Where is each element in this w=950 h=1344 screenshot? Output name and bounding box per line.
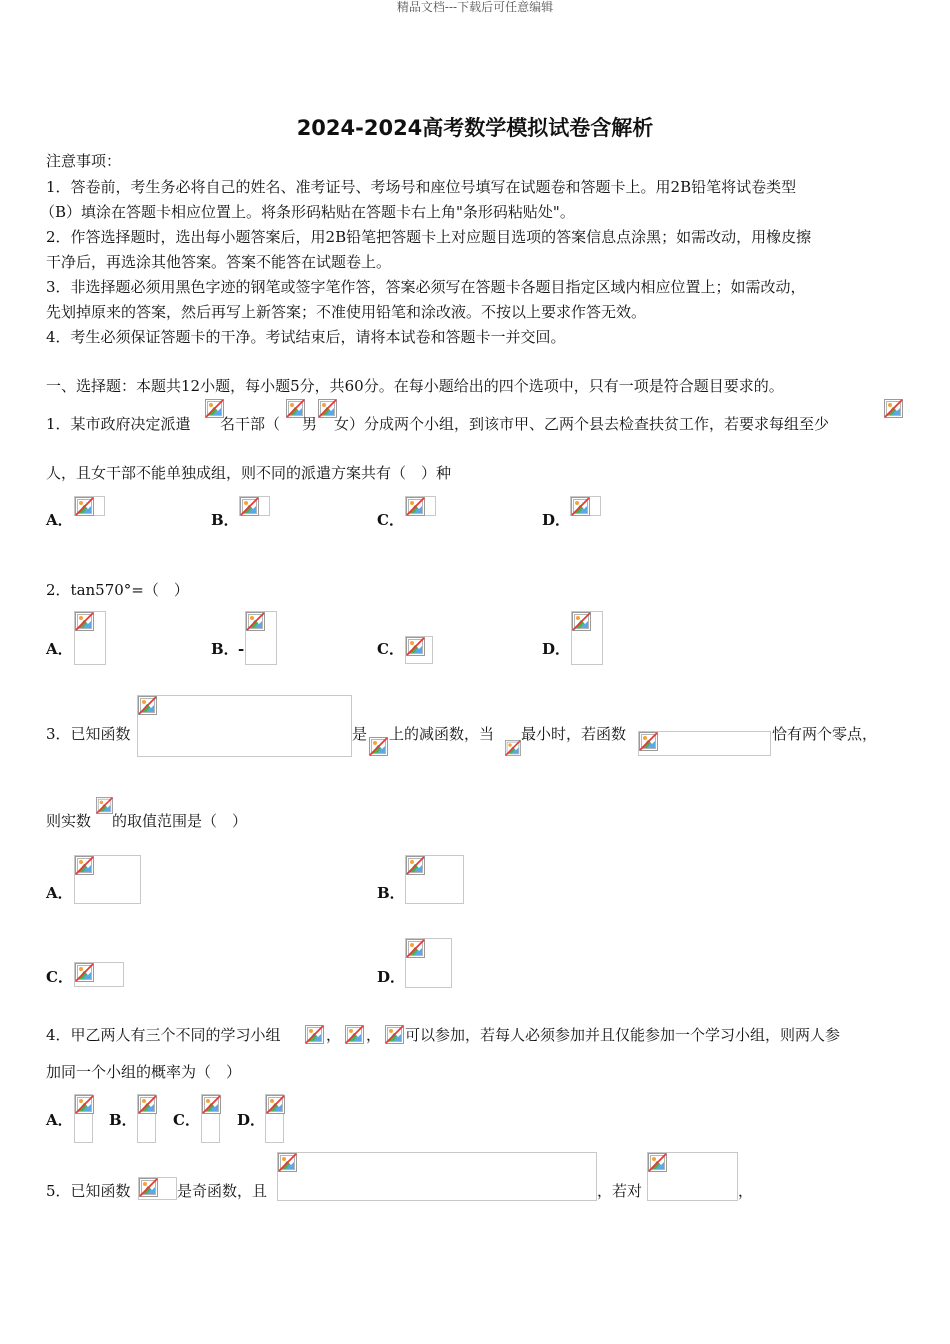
option-label-a: A．	[46, 1111, 73, 1129]
q4-text: 加同一个小组的概率为（ ）	[46, 1063, 242, 1081]
broken-image-icon	[406, 497, 425, 516]
option-label-a: A．	[46, 884, 73, 902]
q5-text: ，	[738, 1182, 754, 1200]
q1-text: 女）分成两个小组，到该市甲、乙两个县去检查扶贫工作，若要求每组至少	[334, 415, 830, 433]
page-header: 精品文档---下载后可任意编辑	[396, 0, 554, 14]
broken-image-icon	[648, 1153, 667, 1172]
option-label-c: C．	[377, 511, 404, 529]
formula-image	[638, 731, 771, 756]
option-label-c: C．	[46, 968, 73, 986]
broken-image-icon	[75, 1095, 94, 1114]
option-label-c: C．	[377, 640, 404, 658]
option-label-b: B．	[211, 640, 239, 658]
option-label-b: B．	[377, 884, 405, 902]
q1-text: 名干部（	[220, 415, 281, 433]
broken-image-icon	[505, 740, 521, 756]
broken-image-icon	[884, 399, 903, 418]
broken-image-icon	[571, 497, 590, 516]
notice-line: 1．答卷前，考生务必将自己的姓名、准考证号、考场号和座位号填写在试题卷和答题卡上。用2B铅笔将试卷类型	[46, 178, 797, 196]
section-heading: 一、选择题：本题共12小题，每小题5分，共60分。在每小题给出的四个选项中，只有一项是符合题目要求的。	[46, 377, 784, 395]
option-image	[245, 611, 277, 665]
broken-image-icon	[75, 856, 94, 875]
option-image	[405, 636, 433, 664]
broken-image-icon	[138, 1095, 157, 1114]
broken-image-icon	[406, 856, 425, 875]
option-label-d: D．	[237, 1111, 266, 1129]
q3-text: 3．已知函数	[46, 725, 131, 743]
broken-image-icon	[96, 796, 113, 815]
option-image	[137, 1094, 156, 1143]
option-image	[405, 855, 464, 904]
option-image	[571, 611, 603, 665]
notice-heading: 注意事项：	[46, 152, 122, 170]
notice-line: 先划掉原来的答案，然后再写上新答案；不准使用铅笔和涂改液。不按以上要求作答无效。	[46, 303, 647, 321]
notice-line: 干净后，再选涂其他答案。答案不能答在试题卷上。	[46, 253, 392, 271]
broken-image-icon	[138, 696, 157, 715]
page-title: 2024-2024高考数学模拟试卷含解析	[296, 116, 654, 140]
q1-text: 1．某市政府决定派遣	[46, 415, 191, 433]
q3-text: 是	[352, 725, 368, 743]
formula-image	[345, 1025, 364, 1044]
formula-image	[385, 1025, 404, 1044]
option-label-b: B．	[109, 1111, 137, 1129]
q3-text: 的取值范围是（ ）	[112, 812, 248, 830]
broken-image-icon	[385, 1025, 404, 1044]
option-label-d: D．	[377, 968, 406, 986]
option-label-c: C．	[173, 1111, 200, 1129]
q1-text: 人，且女干部不能单独成组，则不同的派遣方案共有（ ）种	[46, 464, 452, 482]
option-image	[74, 496, 105, 516]
option-image	[405, 496, 436, 516]
option-label-d: D．	[542, 640, 571, 658]
broken-image-icon	[266, 1095, 285, 1114]
broken-image-icon	[639, 732, 658, 751]
option-label-a: A．	[46, 511, 73, 529]
broken-image-icon	[305, 1025, 324, 1044]
broken-image-icon	[139, 1178, 158, 1197]
broken-image-icon	[240, 497, 259, 516]
q3-text: 上的减函数，当	[389, 725, 495, 743]
formula-image	[96, 796, 113, 815]
notice-line: 2．作答选择题时，选出每小题答案后，用2B铅笔把答题卡上对应题目选项的答案信息点涂黑；如需改动，用橡皮擦	[46, 228, 812, 246]
option-image	[570, 496, 601, 516]
q3-text: 恰有两个零点，	[772, 725, 878, 743]
option-image	[265, 1094, 284, 1143]
q2-stem: 2．tan570°=（ ）	[46, 581, 189, 599]
broken-image-icon	[246, 612, 265, 631]
broken-image-icon	[75, 497, 94, 516]
formula-image	[647, 1152, 738, 1201]
option-label-d: D．	[542, 511, 571, 529]
q1-text: 男	[302, 415, 318, 433]
notice-line: （B）填涂在答题卡相应位置上。将条形码粘贴在答题卡右上角"条形码粘贴处"。	[40, 203, 575, 221]
formula-image	[369, 737, 388, 756]
q4-text: 4．甲乙两人有三个不同的学习小组	[46, 1026, 281, 1044]
option-image	[74, 1094, 93, 1143]
q5-text: ，若对	[597, 1182, 643, 1200]
broken-image-icon	[202, 1095, 221, 1114]
option-image	[405, 938, 452, 988]
option-image	[74, 855, 141, 904]
formula-image	[505, 740, 521, 756]
option-image	[74, 611, 106, 665]
formula-image	[137, 695, 352, 757]
broken-image-icon	[278, 1153, 297, 1172]
q4-text: ，	[366, 1026, 382, 1044]
option-label-b: B．	[211, 511, 239, 529]
option-image	[74, 962, 124, 987]
option-image	[239, 496, 270, 516]
q3-text: 则实数	[46, 812, 92, 830]
q5-text: 是奇函数，且	[177, 1182, 268, 1200]
q4-text: 可以参加，若每人必须参加并且仅能参加一个学习小组，则两人参	[405, 1026, 841, 1044]
broken-image-icon	[406, 637, 425, 656]
formula-image	[884, 399, 903, 418]
option-label-a: A．	[46, 640, 73, 658]
notice-line: 4．考生必须保证答题卡的干净。考试结束后，请将本试卷和答题卡一并交回。	[46, 328, 566, 346]
broken-image-icon	[75, 612, 94, 631]
formula-image	[305, 1025, 324, 1044]
q5-text: 5．已知函数	[46, 1182, 131, 1200]
broken-image-icon	[369, 737, 388, 756]
notice-line: 3．非选择题必须用黑色字迹的钢笔或签字笔作答，答案必须写在答题卡各题目指定区域内相应位置上；如需改动，	[46, 278, 806, 296]
formula-image	[277, 1152, 597, 1201]
formula-image	[138, 1177, 177, 1200]
broken-image-icon	[75, 963, 94, 982]
option-sign: -	[238, 640, 245, 658]
option-image	[201, 1094, 220, 1143]
broken-image-icon	[406, 939, 425, 958]
q4-text: ，	[326, 1026, 342, 1044]
broken-image-icon	[572, 612, 591, 631]
broken-image-icon	[345, 1025, 364, 1044]
q3-text: 最小时，若函数	[521, 725, 627, 743]
